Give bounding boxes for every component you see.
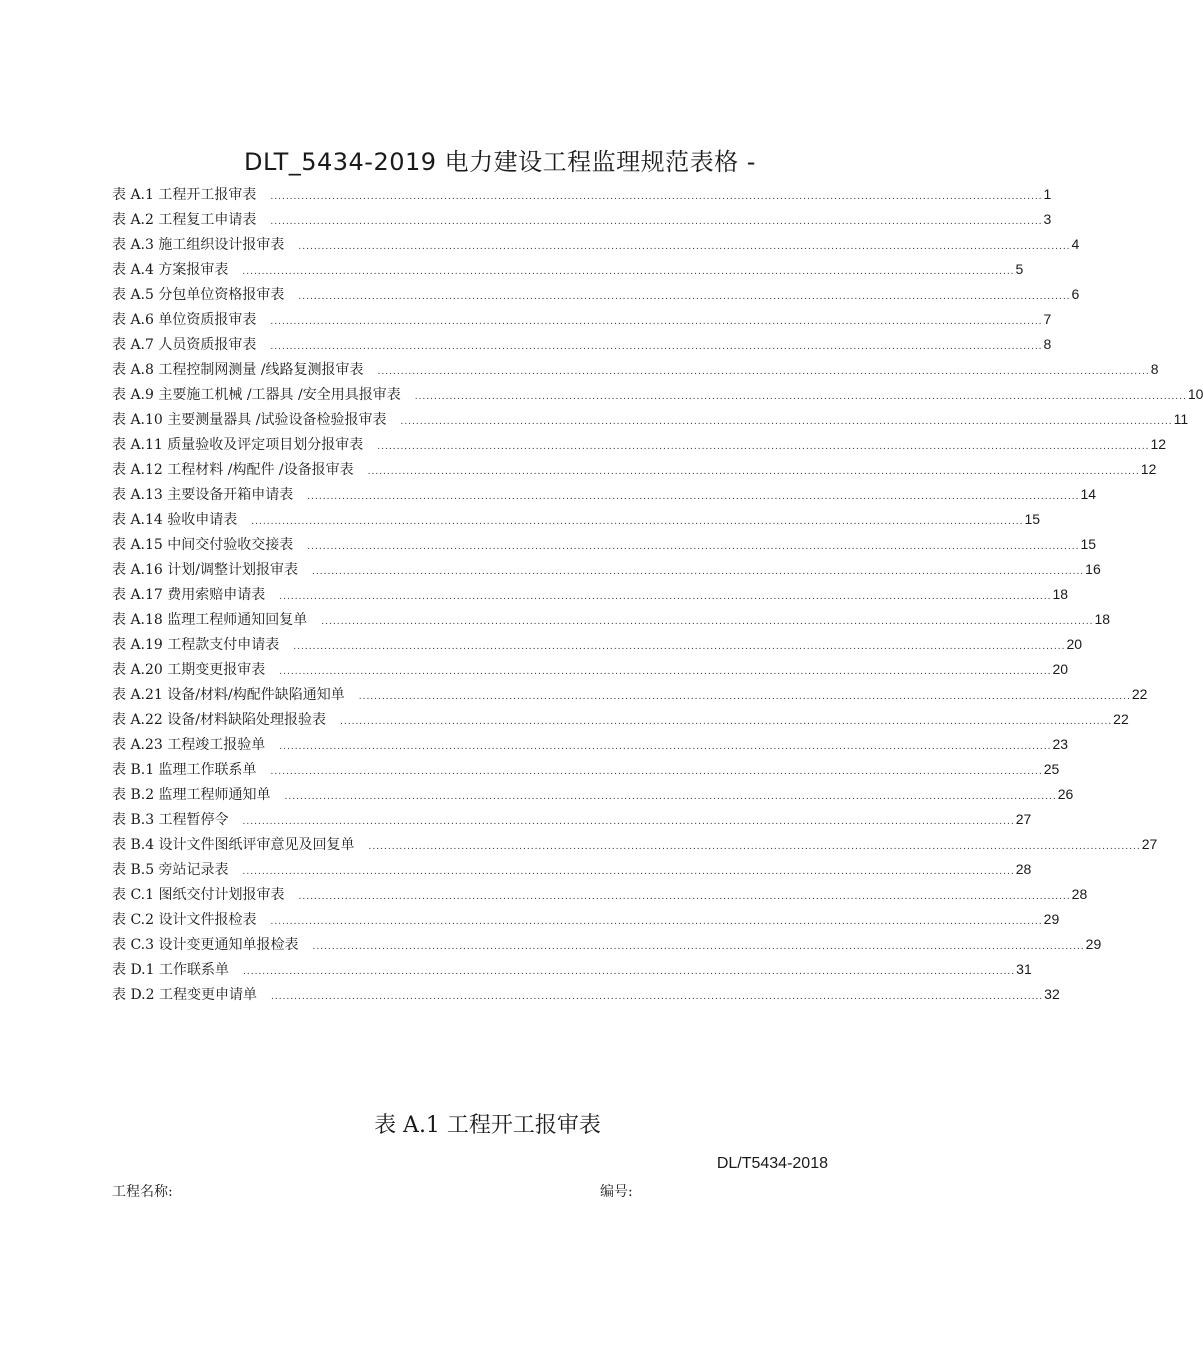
toc-entry[interactable]	[112, 182, 1052, 207]
toc-entry-page: 27	[1141, 836, 1158, 852]
toc-leader-dots: ........................................................................................................................................................................................................	[377, 367, 1150, 377]
toc-entry-label: 表 C.2 设计文件报检表	[112, 912, 257, 928]
toc-leader-dots: ........................................................................................................................................................................................................	[279, 667, 1052, 677]
toc-leader-dots: ........................................................................................................................................................................................................	[298, 892, 1071, 902]
toc-leader-dots: ........................................................................................................................................................................................................	[270, 992, 1044, 1002]
toc-leader-dots: ........................................................................................................................................................................................................	[279, 742, 1052, 752]
toc-entry-page: 7	[1043, 311, 1052, 327]
section-title: 表 A.1 工程开工报审表	[374, 1113, 601, 1138]
toc-entry[interactable]	[112, 782, 1074, 807]
toc-entry[interactable]	[112, 232, 1080, 257]
toc-entry-label: 表 C.3 设计变更通知单报检表	[112, 937, 299, 953]
toc-entry[interactable]	[112, 357, 1159, 382]
toc-leader-dots: ........................................................................................................................................................................................................	[358, 692, 1131, 702]
toc-entry-label: 表 A.2 工程复工申请表	[112, 212, 257, 228]
toc-entry-page: 5	[1015, 261, 1024, 277]
toc-entry-label: 表 A.3 施工组织设计报审表	[112, 237, 285, 253]
toc-entry[interactable]	[112, 507, 1041, 532]
toc-entry-page: 3	[1043, 211, 1052, 227]
toc-entry-page: 12	[1140, 461, 1157, 477]
toc-entry-page: 20	[1066, 636, 1083, 652]
toc-entry-page: 31	[1016, 961, 1032, 977]
project-name-label: 工程名称:	[112, 1184, 173, 1200]
toc-entry-label: 表 A.5 分包单位资格报审表	[112, 287, 285, 303]
toc-leader-dots: ........................................................................................................................................................................................................	[298, 292, 1071, 302]
toc-entry-page: 23	[1052, 736, 1069, 752]
toc-entry-label: 表 A.18 监理工程师通知回复单	[112, 612, 308, 628]
toc-entry-label: 表 D.2 工程变更申请单	[112, 987, 257, 1003]
toc-entry-page: 26	[1057, 786, 1074, 802]
standard-number: DL/T5434-2018	[716, 1155, 828, 1172]
toc-entry[interactable]	[112, 807, 1032, 832]
toc-leader-dots: ........................................................................................................................................................................................................	[270, 917, 1043, 927]
toc-entry-label: 表 A.19 工程款支付申请表	[112, 637, 280, 653]
toc-entry[interactable]	[112, 882, 1088, 907]
toc-entry[interactable]	[112, 657, 1069, 682]
toc-entry[interactable]	[112, 407, 1189, 432]
toc-leader-dots: ........................................................................................................................................................................................................	[312, 942, 1085, 952]
toc-entry-page: 18	[1094, 611, 1111, 627]
toc-leader-dots: ........................................................................................................................................................................................................	[367, 467, 1140, 477]
toc-entry-page: 8	[1043, 336, 1052, 352]
toc-entry-page: 20	[1052, 661, 1069, 677]
toc-entry-label: 表 A.6 单位资质报审表	[112, 312, 257, 328]
toc-leader-dots: ........................................................................................................................................................................................................	[321, 617, 1094, 627]
toc-entry-label: 表 D.1 工作联系单	[112, 962, 229, 978]
toc-entry-page: 22	[1131, 686, 1148, 702]
toc-entry[interactable]	[112, 682, 1148, 707]
toc-entry-page: 8	[1150, 361, 1159, 377]
toc-leader-dots: ........................................................................................................................................................................................................	[307, 492, 1080, 502]
toc-entry-label: 表 A.23 工程竣工报验单	[112, 737, 266, 753]
toc-entry[interactable]	[112, 432, 1167, 457]
toc-entry-page: 14	[1080, 486, 1097, 502]
toc-entry-page: 32	[1044, 986, 1060, 1002]
toc-entry[interactable]	[112, 982, 1060, 1007]
toc-entry[interactable]	[112, 482, 1097, 507]
toc-leader-dots: ........................................................................................................................................................................................................	[312, 567, 1085, 577]
toc-entry-page: 11	[1173, 411, 1189, 427]
toc-entry-page: 25	[1043, 761, 1060, 777]
toc-entry-label: 表 A.10 主要测量器具 /试验设备检验报审表	[112, 412, 387, 428]
toc-entry[interactable]	[112, 457, 1157, 482]
toc-entry-label: 表 A.15 中间交付验收交接表	[112, 537, 294, 553]
toc-entry[interactable]	[112, 907, 1060, 932]
toc-entry-label: 表 A.12 工程材料 /构配件 /设备报审表	[112, 462, 354, 478]
toc-leader-dots: ........................................................................................................................................................................................................	[242, 867, 1015, 877]
toc-entry-page: 15	[1024, 511, 1041, 527]
toc-entry-page: 28	[1015, 861, 1032, 877]
toc-entry[interactable]	[112, 707, 1129, 732]
toc-leader-dots: ........................................................................................................................................................................................................	[400, 417, 1173, 427]
toc-leader-dots: ........................................................................................................................................................................................................	[307, 542, 1080, 552]
toc-entry[interactable]	[112, 382, 1203, 407]
toc-entry-label: 表 B.5 旁站记录表	[112, 862, 229, 878]
toc-leader-dots: ........................................................................................................................................................................................................	[279, 592, 1052, 602]
document-title: DLT_5434-2019 电力建设工程监理规范表格 -	[244, 148, 756, 176]
toc-entry-page: 29	[1043, 911, 1060, 927]
toc-entry-label: 表 B.3 工程暂停令	[112, 812, 229, 828]
toc-entry-page: 27	[1015, 811, 1032, 827]
toc-entry[interactable]	[112, 732, 1069, 757]
toc-entry-label: 表 A.4 方案报审表	[112, 262, 229, 278]
number-label: 编号:	[600, 1184, 633, 1200]
toc-entry[interactable]	[112, 932, 1102, 957]
toc-leader-dots: ........................................................................................................................................................................................................	[251, 517, 1024, 527]
toc-entry-page: 10	[1187, 386, 1203, 402]
toc-entry-page: 15	[1080, 536, 1097, 552]
toc-entry-page: 18	[1052, 586, 1069, 602]
toc-leader-dots: ........................................................................................................................................................................................................	[368, 842, 1141, 852]
toc-leader-dots: ........................................................................................................................................................................................................	[242, 267, 1015, 277]
toc-entry-label: 表 A.7 人员资质报审表	[112, 337, 257, 353]
toc-entry-label: 表 A.20 工期变更报审表	[112, 662, 266, 678]
toc-entry-label: 表 A.13 主要设备开箱申请表	[112, 487, 294, 503]
toc-leader-dots: ........................................................................................................................................................................................................	[242, 967, 1016, 977]
toc-entry-page: 4	[1071, 236, 1080, 252]
toc-entry-label: 表 A.22 设备/材料缺陷处理报验表	[112, 712, 326, 728]
toc-leader-dots: ........................................................................................................................................................................................................	[270, 317, 1043, 327]
toc-entry[interactable]	[112, 532, 1097, 557]
toc-entry-label: 表 A.9 主要施工机械 /工器具 /安全用具报审表	[112, 387, 401, 403]
table-of-contents	[112, 182, 1203, 1007]
toc-leader-dots: ........................................................................................................................................................................................................	[270, 342, 1043, 352]
toc-entry[interactable]	[112, 957, 1032, 982]
toc-entry-label: 表 C.1 图纸交付计划报审表	[112, 887, 285, 903]
toc-leader-dots: ........................................................................................................................................................................................................	[270, 767, 1043, 777]
toc-entry-page: 12	[1150, 436, 1167, 452]
toc-entry[interactable]	[112, 282, 1080, 307]
toc-entry-label: 表 A.11 质量验收及评定项目划分报审表	[112, 437, 364, 453]
toc-entry-label: 表 A.1 工程开工报审表	[112, 187, 257, 203]
toc-entry-page: 28	[1071, 886, 1088, 902]
toc-leader-dots: ........................................................................................................................................................................................................	[270, 217, 1043, 227]
toc-entry[interactable]	[112, 832, 1158, 857]
toc-entry[interactable]	[112, 332, 1052, 357]
toc-entry[interactable]	[112, 257, 1024, 282]
toc-entry-label: 表 A.16 计划/调整计划报审表	[112, 562, 298, 578]
toc-entry[interactable]	[112, 557, 1101, 582]
toc-entry-page: 1	[1043, 186, 1052, 202]
toc-leader-dots: ........................................................................................................................................................................................................	[298, 242, 1071, 252]
toc-leader-dots: ........................................................................................................................................................................................................	[377, 442, 1150, 452]
toc-entry-page: 29	[1085, 936, 1102, 952]
toc-entry-page: 22	[1113, 711, 1129, 727]
toc-entry[interactable]	[112, 207, 1052, 232]
toc-leader-dots: ........................................................................................................................................................................................................	[242, 817, 1015, 827]
toc-entry[interactable]	[112, 632, 1083, 657]
toc-entry-page: 16	[1085, 561, 1101, 577]
toc-leader-dots: ........................................................................................................................................................................................................	[293, 642, 1066, 652]
toc-entry[interactable]	[112, 582, 1069, 607]
toc-entry[interactable]	[112, 857, 1032, 882]
toc-leader-dots: ........................................................................................................................................................................................................	[284, 792, 1057, 802]
toc-entry-label: 表 B.4 设计文件图纸评审意见及回复单	[112, 837, 355, 853]
toc-entry-label: 表 A.21 设备/材料/构配件缺陷通知单	[112, 687, 345, 703]
toc-entry-page: 6	[1071, 286, 1080, 302]
toc-entry-label: 表 A.17 费用索赔申请表	[112, 587, 266, 603]
toc-leader-dots: ........................................................................................................................................................................................................	[340, 717, 1113, 727]
toc-entry[interactable]	[112, 757, 1060, 782]
toc-entry-label: 表 A.8 工程控制网测量 /线路复测报审表	[112, 362, 364, 378]
toc-entry-label: 表 A.14 验收申请表	[112, 512, 238, 528]
toc-leader-dots: ........................................................................................................................................................................................................	[270, 192, 1043, 202]
toc-entry[interactable]	[112, 607, 1111, 632]
toc-entry-label: 表 B.2 监理工程师通知单	[112, 787, 271, 803]
toc-leader-dots: ........................................................................................................................................................................................................	[414, 392, 1187, 402]
toc-entry-label: 表 B.1 监理工作联系单	[112, 762, 257, 778]
toc-entry[interactable]	[112, 307, 1052, 332]
